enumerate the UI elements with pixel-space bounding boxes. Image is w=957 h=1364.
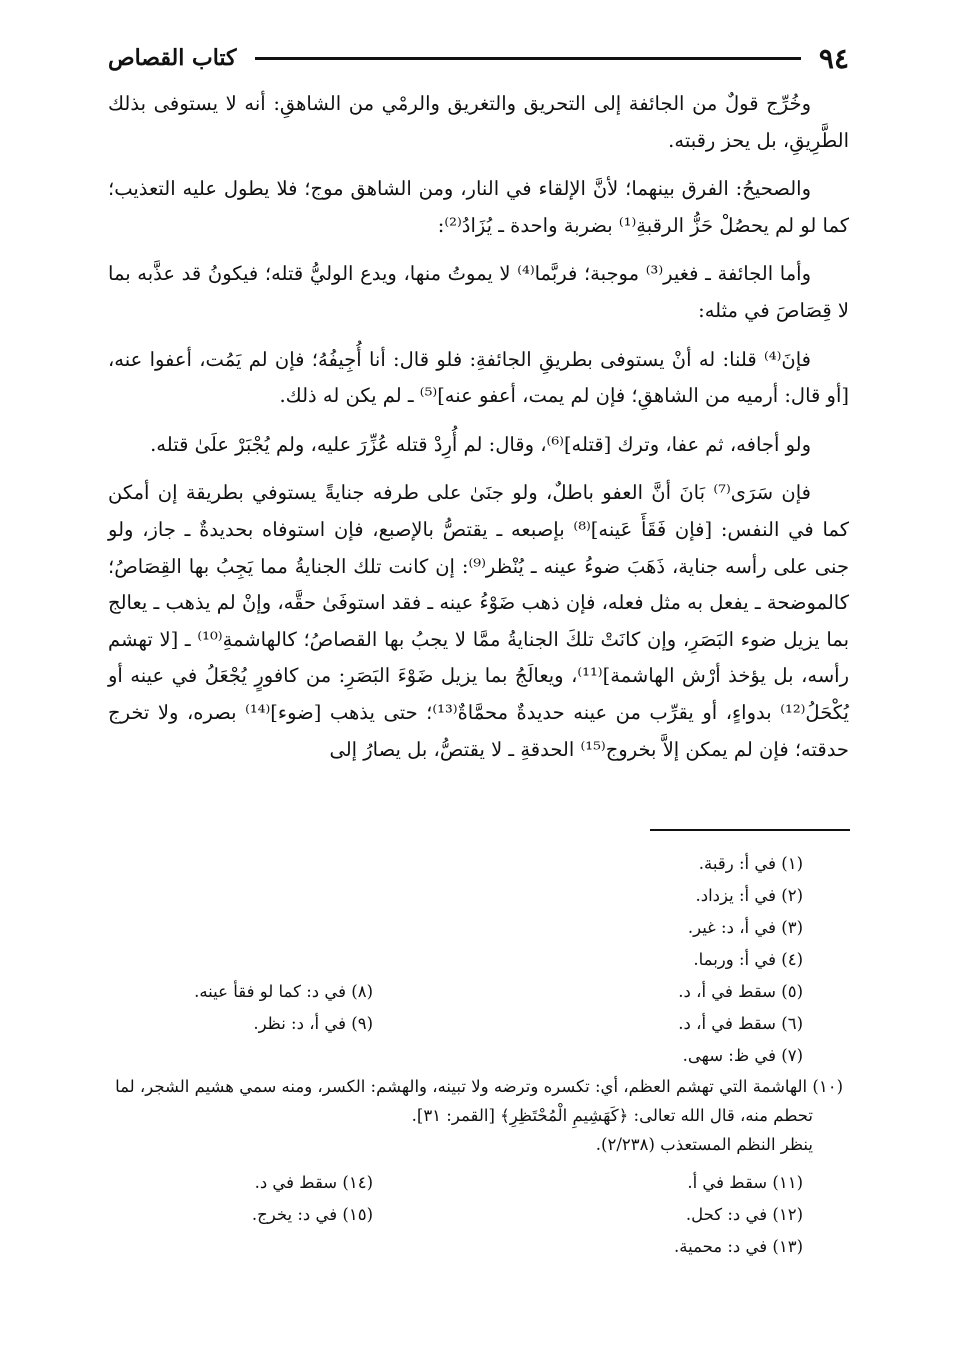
footnote: (٤) في أ: وربما. <box>693 950 803 969</box>
footnote-line: (١٠) الهاشمة التي تهشم العظم، أي: تكسره وترضه ولا تبينه، والهشم: الكسر، ومنه سمي هشيم الشجر، لما <box>115 1077 843 1096</box>
footnote: (١٥) في د: يخرج. <box>251 1205 373 1224</box>
paragraph: وأما الجائفة ـ فغير⁽³⁾ موجبة؛ فربَّما⁽⁴⁾ لا يموتُ منها، ويدع الوليُّ قتله؛ فيكونُ قد عذَّبه بما لا قِصَاصَ في مثله: <box>108 262 849 322</box>
footnote: (١٤) سقط في د. <box>254 1173 373 1192</box>
header-rule <box>255 57 801 60</box>
footnote-column-left <box>108 1167 483 1263</box>
paragraph: والصحيحُ: الفرق بينهما؛ لأنَّ الإلقاء في النار، ومن الشاهق موج؛ فلا يطول عليه التعذيب؛ كما لو لم يحصُلْ حَزُّ الرقبةِ⁽¹⁾ بضربة واحدة ـ يُزَادُ⁽²⁾: <box>108 177 849 237</box>
footnote: (٩) في أ، د: نظر. <box>253 1014 373 1033</box>
footnote: (١) في أ: رقبة. <box>698 854 803 873</box>
footnote: (٧) في ظ: سهى. <box>682 1046 803 1065</box>
footnotes <box>108 848 849 1263</box>
paragraph: فإنَ⁽⁴⁾ قلنا: له أنْ يستوفى بطريقِ الجائفةِ: فلو قال: أنا أُجِيفُهُ؛ فإن لم يَمُت، أعفوا عنه، [أو قال: أرميه من الشاهقِ؛ فإن لم يمت، أعفو عنه]⁽⁵⁾ ـ لم يكن له ذلك. <box>108 347 849 408</box>
footnote-columns <box>108 1167 849 1263</box>
footnote-column-right <box>483 1167 849 1263</box>
page-header <box>108 38 849 78</box>
paragraph: وخُرِّج قولٌ من الجائفة إلى التحريق والتغريق والرمْي من الشاهقِ: أنه لا يستوفى بذلك الطَّرِيقِ، بل يحز رقبته. <box>108 92 849 152</box>
footnote: (٢) في أ: يزداد. <box>695 886 803 905</box>
footnote: (٥) سقط في أ، د. <box>678 982 803 1001</box>
footnote: (٨) في د: كما لو فقأ عينه. <box>194 982 373 1001</box>
footnote: (٦) سقط في أ، د. <box>678 1014 803 1033</box>
footnote: (١١) سقط في أ. <box>687 1173 803 1192</box>
paragraph: فإن سَرَى⁽⁷⁾ بَانَ أنَّ العفو باطلٌ، ولو جنَىٰ على طرفه جنايةً يستوفي بطريقة إن أمكن كما في النفس: [فإن فَقَأَ عَينه]⁽⁸⁾ بإصبعه ـ يقتصُّ بالإصبع، فإن استوفاه بحديدةٌ ـ جاز، ولو جنى على رأسه جناية، ذَهَبَ ضوءُ عينه ـ يُنْظر⁽⁹⁾: إن كانت تلك الجنايةُ مما يَجِبُ بها القِصَاصُ؛ كالموضحة ـ يفعل به مثل فعله، فإن ذهب ضَوْءُ عينه ـ فقد استوفَىٰ حقَّه، وإنْ لم يذهب ـ يعالج بما يزيل ضوء البَصَرِ، وإن كانَتْ تلكَ الجنايةُ ممَّا لا يجبُ بها القصاصُ؛ كالهاشمةِ⁽¹⁰⁾ ـ [لا تهشم رأسه، بل يؤخذ أرْش الهاشمة]⁽¹¹⁾، ويعالَجُ بما يزيل ضَوْءَ البَصَرِ: من كافورٍ يُجْعَلُ في عينه أو يُكْحَلُ⁽¹²⁾ بدواءٍ، أو يقرِّب من عينه حديدةٌ محمَّاةٌ⁽¹³⁾؛ حتى يذهب [ضوء]⁽¹⁴⁾ بصره، ولا تخرج حدقته؛ فإن لم يمكن إلاَّ بخروج⁽¹⁵⁾ الحدقةِ ـ لا يقتصُّ، بل يصارُ إلى <box>108 481 850 761</box>
footnote-separator <box>650 829 850 831</box>
footnote-columns <box>108 848 849 1072</box>
footnote: (١٢) في د: كحل. <box>685 1205 803 1224</box>
book-title: كتاب القصاص <box>108 45 237 71</box>
footnote-line: تحطم منه، قال الله تعالى: ﴿كَهَشِيمِ الْمُحْتَظِرِ﴾ [القمر: ٣١]. <box>411 1106 813 1125</box>
footnote-long <box>108 1072 849 1159</box>
footnote-line: ينظر النظم المستعذب (٢/٢٣٨). <box>595 1135 813 1154</box>
page-number: ٩٤ <box>818 41 849 75</box>
footnote-column-left <box>108 848 483 1072</box>
paragraph: ولو أجافه، ثم عفا، وترك [قتله]⁽⁶⁾، وقال: لم أُرِدْ قتله عُزِّرَ عليه، ولم يُجْبَرْ علَىٰ قتله. <box>150 432 811 456</box>
footnote: (٣) في أ، د: غير. <box>687 918 803 937</box>
footnote-column-right <box>483 848 849 1072</box>
main-text <box>108 86 849 780</box>
footnote: (١٣) في د: محمية. <box>674 1237 803 1256</box>
